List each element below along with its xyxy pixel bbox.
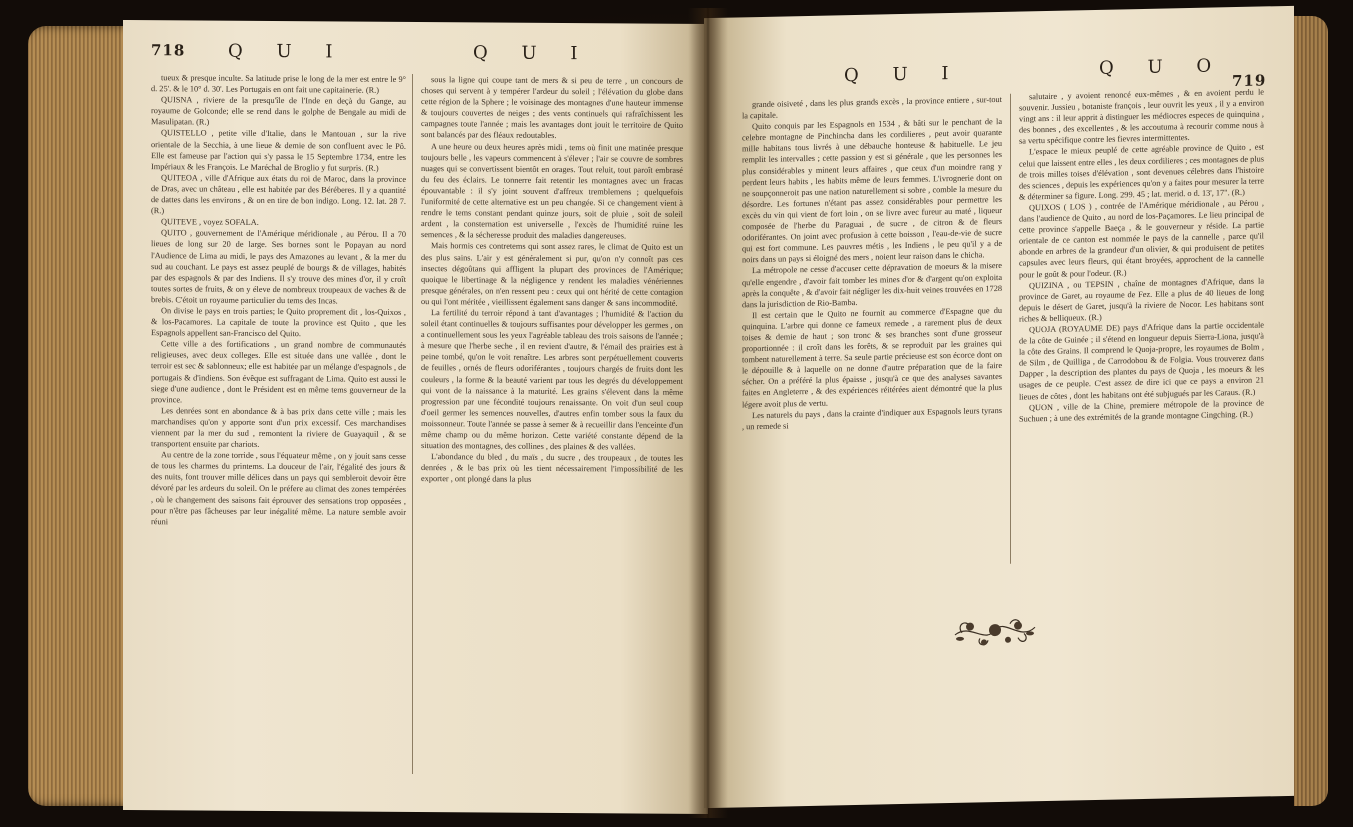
paragraph: Mais hormis ces contretems qui sont assez rares, le climat de Quito est un des plus sains. L'air y est généralement si pur, qu'on n'y connoît pas ces insectes dégoûtans qui affligent la plupart des provinces de l'Amérique; quoique le libertinage & la négligence y rendent les maladies vénériennes presque générales, on n'en ressent peu : ceux qui ont hérité de cette contagion ou qui l'ont méritée , vieillissent également sans danger & sans incommodité.: [421, 241, 683, 308]
right-column-1: [742, 94, 1002, 432]
right-running-head-1: Q U I: [844, 62, 963, 87]
paragraph: A une heure ou deux heures après midi , tems où finit une matinée presque toujours belle , les vapeurs commencent à s'élever ; l'air se couvre de sombres nuages qui se convertissent bientôt en orages. Tout reluit, tout paroît embrasé du feu des éclairs. Le tonnerre fait retentir les montagnes avec un fracas épouvantable : il s'y joint souvent d'affreux tremblemens ; quelquefois l'uniformité de cette alternative est un peu changée. Si ce changement vient à rendre le tems constant pendant quinze jours, soit de pluie , soit de soleil ardent , la consternation est universelle , l'excès de l'humidité ruine les semences , & la sécheresse produit des maladies dangereuses.: [421, 141, 683, 241]
right-page-number: 719: [1232, 71, 1267, 91]
paragraph: QUITEVE , voyez SOFALA.: [161, 217, 259, 228]
paragraph: tueux & presque inculte. Sa latitude prise le long de la mer est entre le 9° d. 25'. & le 10° d. 30'. Les Portugais en ont fait une capitainerie. (R.): [151, 73, 406, 95]
paragraph: QUISTELLO , petite ville d'Italie, dans le Mantouan , sur la rive orientale de la Secchia, à une lieue & demie de son confluent avec le Pô. Elle est fameuse par l'action qui s'y passa le 15 Septembre 1734, entre les Impériaux & les François. Le Maréchal de Broglio y fut surpris. (R.): [151, 128, 406, 173]
left-running-head-1: Q U I: [228, 40, 347, 63]
paragraph: L'espace le mieux peuplé de cette agréable province de Quito , est celui que laissent entre elles , les deux cordilieres ; ces montagnes de plus de trois milles toises d'élévation , sont devenues célebres dans l'histoire des sciences , depuis les expériences qu'on y a faites pour mesurer la terre & déterminer sa figure. Long. 299. 45 ; lat. merid. o d. 13', 17". (R.): [1019, 142, 1264, 202]
paragraph: grande oisiveté , dans les plus grands excès , la province entiere , sur-tout la capitale.: [742, 94, 1002, 121]
paragraph: QUITEOA , ville d'Afrique aux états du roi de Maroc, dans la province de Dras, avec un château , elle est habitée par des Béréberes. Il y a quantité de dattes dans les environs , & on en tire de bon indigo. Long. 12. lat. 28 7. (R.): [151, 173, 406, 216]
paragraph: Au centre de la zone torride , sous l'équateur même , on y jouit sans cesse de tous les charmes du printems. La douceur de l'air, l'égalité des jours & des nuits, font trouver mille délices dans un pays qui sembleroit devoir être dévoré par les ardeurs du soleil. On le préfere au climat des zones tempérées , où le changement des saisons fait éprouver des sensations trop opposées , pour n'être pas fâcheuses par leur inégalité même. La nature semble avoir réuni: [151, 450, 406, 527]
paragraph: QUON , ville de la Chine, premiere métropole de la province de Suchuen ; à une des extrémités de la grande montagne Cingching. (R.): [1019, 398, 1264, 424]
paragraph: Les naturels du pays , dans la crainte d'indiquer aux Espagnols leurs tyrans , un remede si: [742, 405, 1002, 432]
paragraph: QUIZINA , ou TEPSIN , chaîne de montagnes d'Afrique, dans la province de Garet, au royaume de Fez. Elle a plus de 40 lieues de long depuis le désert de Garet, jusqu'à la riviere de Nocor. Les habitans sont riches & belliqueux. (R.): [1019, 276, 1264, 324]
paragraph: On divise le pays en trois parties; le Quito proprement dit , los-Quixos , & los-Pacamores. La capitale de toute la province est Quito , que les Espagnols appellent san-Francisco del Quito.: [151, 306, 406, 339]
paragraph: salutaire , y avoient renoncé eux-mêmes , & en avoient perdu le souvenir. Jussieu , botaniste françois , leur ouvrit les yeux , il y a environ vingt ans : il leur apprit à distinguer les médiocres especes de quinquina , des bonnes , des excellentes , & les accoutuma à recourir comme nous à sa vertu spécifique contre les fievres intermittentes.: [1019, 87, 1264, 146]
paragraph: L'abondance du bled , du maïs , du sucre , des troupeaux , de toutes les denrées , & le bas prix où les tient nécessairement l'impossibilité de les exporter , ont plongé dans la plus: [421, 452, 683, 485]
left-page-number: 718: [151, 41, 186, 60]
floral-ornament: [950, 603, 1040, 657]
book-gutter: [688, 8, 728, 818]
open-book: [28, 8, 1328, 818]
left-running-head-2: Q U I: [473, 42, 592, 65]
paragraph: La fertilité du terroir répond à tant d'avantages ; l'humidité & l'action du soleil étant continuelles & toujours suffisantes pour développer les germes , on a continuellement sous les yeux l'agréable tableau des trois saisons de l'année ; à mesure que l'herbe seche , il en revient d'autre, & l'émail des prairies est à peine tombé, qu'on le voit renaître. Les arbres sont perpétuellement couverts de feuilles , ornés de fleurs odoriférantes , toujours chargés de fruits dont les couleurs , la forme & la beauté varient par tous les degrés du développement qui vont de la naissance à la maturité. Les grains s'élevent dans la même progression par une fécondité toujours renaissante. On voit d'un seul coup d'oeil germer les semences nouvelles, d'autres enfin tomber sous la faux du moissonneur. Toute l'année se passe à semer & à recueillir dans l'enceinte d'un même champ ou du même horizon. Cette variété constante dépend de la situation des montagnes, des collines , des plaines & des vallées.: [421, 308, 683, 452]
right-column-2: [1019, 86, 1264, 424]
paragraph: QUISNA , riviere de la presqu'île de l'Inde en deçà du Gange, au royaume de Golconde; elle se rend dans le golphe de Bengale au midi de Masulipatan. (R.): [151, 95, 406, 127]
right-running-head-2: Q U O: [1099, 55, 1226, 79]
right-page: [704, 6, 1294, 808]
paragraph: Il est certain que le Quito ne fournit au commerce d'Espagne que du quinquina. L'arbre qui donne ce fameux remede , a rarement plus de deux toises & demie de haut ; son tronc & ses branches sont d'une grosseur proportionnée : il croît dans les forêts, & se reproduit par les graines qui tombent naturellement à terre. Sa seule partie précieuse est son écorce dont on le dépouille & à laquelle on ne donne d'autre préparation que de la faire sécher. On a préféré la plus épaisse , jusqu'à ce que des analyses savantes faites en Angleterre , & des expériences réitérées aient démontré que la plus légere avoit plus de vertu.: [742, 305, 1002, 409]
paragraph: QUOJA (ROYAUME DE) pays d'Afrique dans la partie occidentale de la côte de Guinée ; il s'étend en longueur depuis Sierra-Liona, jusqu'à la côte des Grains. Il comprend le Quoja-propre, les royaumes de Bolm , de Silm , de Quilliga , de Carrodobou & de Folgia. Vous trouverez dans Dapper , la description des plantes du pays de Quoja , les moeurs & les usages de ce peuple. C'est assez de dire ici que ce pays a environ 21 lieues de côtes , dont les habitans ont été subjugués par les Caraus. (R.): [1019, 320, 1264, 402]
page-edges-right: [1294, 16, 1328, 806]
left-page: [123, 20, 708, 814]
left-column-1: [151, 72, 406, 529]
left-column-2: [421, 74, 683, 486]
paragraph: QUITO , gouvernement de l'Amérique méridionale , au Pérou. Il a 70 lieues de long sur 20 de large. Ses bornes sont le Popayan au nord l'Audience de Lima au midi, le pays des Amazones au levant , & la mer du sud au couchant. Le pays est assez peuplé de bourgs & de villages, habités par des espagnols & par des Indiens. Il s'y trouve des mines d'or, il y croît toutes sortes de fruits, & on y éleve de nombreux troupeaux de vaches & de brebis. C'étoit un royaume particulier du tems des Incas.: [151, 228, 406, 306]
paragraph: QUIXOS ( LOS ) , contrée de l'Amérique méridionale , au Pérou , dans l'audience de Quito , au nord de los-Paçamores. Le lieu principal de cette province s'appelle Baeça , & le gouverneur y réside. La partie orientale de ce canton est nommée le pays de la cannelle , parce qu'il abonde en arbres de la grandeur d'un olivier, & qui produisent de petites capsules avec leurs fleurs, qui étant broyées, approchent de la cannelle pour le goût & pour l'odeur. (R.): [1019, 198, 1264, 280]
paragraph: Quito conquis par les Espagnols en 1534 , & bâti sur le penchant de la celebre montagne de Pinchincha dans les cordilieres , peut avoir quarante mille habitans tous livrés à une débauche honteuse & habituelle. Le jeu remplit les intervalles ; cette passion y est si générale , que les personnes les plus considérables y minent leurs affaires , que ceux d'un moindre rang y perdent leurs habits , les habits même de leurs femmes. L'ivrognerie dont on ne soupçonneroit pas une nation naturellement si sobre , comble la mesure du désordre. Les fortunes n'étant pas assez considérables pour permettre les excès du vin qui vient de fort loin , on se livre avec fureur au maté , liqueur composée de l'herbe du Paraguai , de sucre , de citron & de fleurs odoriférantes. On joint avec profusion à cette boisson , l'eau-de-vie de sucre qui est fort commune. Les pauvres métis , les Indiens , le peu qu'il y a de noirs dans un pays si éloigné des mers , noient leur raison dans le chicha.: [742, 117, 1002, 265]
paragraph: sous la ligne qui coupe tant de mers & si peu de terre , un concours de choses qui servent à y tempérer l'ardeur du soleil ; l'élévation du globe dans cette région de la Sphere ; le voisinage des montagnes d'une hauteur immense & toujours couvertes de neiges ; des vents continuels qui rafraîchissent les campagnes toute l'année ; mais les avantages dont jouit le territoire de Quito sont balancés par des fléaux redoutables.: [421, 75, 683, 141]
column-rule: [412, 74, 413, 774]
column-rule: [1010, 94, 1011, 564]
paragraph: La métropole ne cesse d'accuser cette dépravation de moeurs & la misere qu'elle engendre , d'avoir fait tomber les mines d'or & d'argent qu'on exploita après la conquête , & d'avoir fait négliger les dix-huit veines trouvées en 1728 dans la jurisdiction de Rio-Bamba.: [742, 261, 1002, 310]
paragraph: Cette ville a des fortifications , un grand nombre de communautés religieuses, avec deux colleges. Elle est située dans une vallée , dont le terroir est sec & sablonneux; elle est habitée par un mélange d'espagnols , de portugais & d'indiens. Son évêque est suffragant de Lima. Quito est aussi le siege d'une audience , dont le Président est en même tems gouverneur de la province.: [151, 339, 406, 405]
page-edges-left: [28, 26, 138, 806]
paragraph: Les denrées sont en abondance & à bas prix dans cette ville ; mais les marchandises qu'on y apporte sont d'un prix excessif. Ces marchandises viennent par la mer du sud , remontent la riviere de Guayaquil , & se transportent ensuite par chariots.: [151, 406, 406, 450]
